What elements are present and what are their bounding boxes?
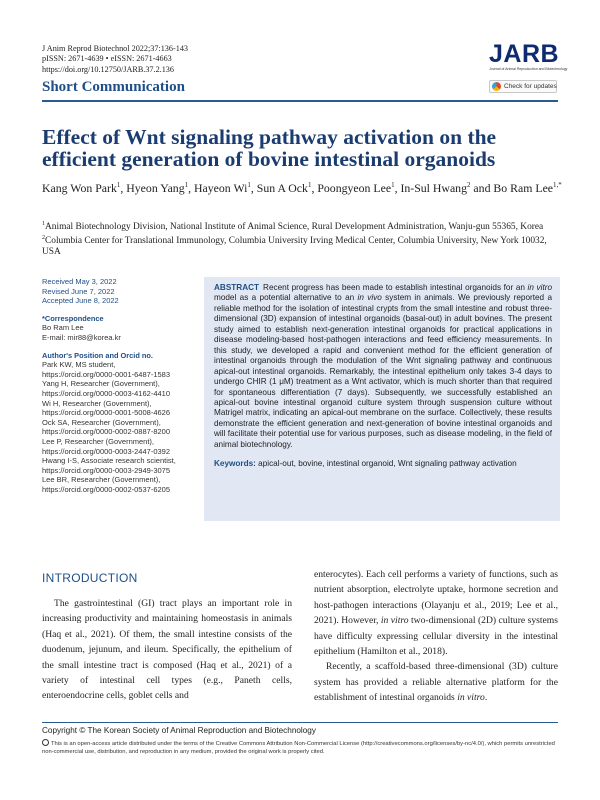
author-sep: ,: [120, 180, 127, 195]
orcid-link[interactable]: https://orcid.org/0000-0003-2949-3075: [42, 465, 171, 475]
abstract-body: [214, 283, 552, 450]
intro-italic: in vitro: [380, 615, 409, 627]
orcid-position: Hwang I-S, Associate research scientist,: [42, 456, 176, 466]
affiliation-sup: 1: [42, 221, 45, 227]
correspondence-email[interactable]: E-mail: mir88@korea.kr: [42, 332, 121, 342]
article-title: Effect of Wnt signaling pathway activation on the efficient generation of bovine intestinal organoids: [42, 125, 497, 171]
orcid-position: Ock SA, Researcher (Government),: [42, 417, 161, 427]
orcid-link[interactable]: https://orcid.org/0000-0002-0537-6205: [42, 484, 171, 494]
orcid-link[interactable]: https://orcid.org/0000-0001-5008-4626: [42, 408, 171, 418]
crossmark-icon: [492, 82, 501, 91]
check-updates-button[interactable]: [489, 80, 557, 93]
orcid-link[interactable]: https://orcid.org/0000-0002-0887-8200: [42, 427, 171, 437]
copyright-notice: Copyright © The Korean Society of Animal Reproduction and Biotechnology: [42, 726, 316, 735]
body-column-left: [42, 596, 292, 704]
date-revised: Revised June 7, 2022: [42, 286, 115, 296]
body-column-right: [314, 567, 558, 706]
orcid-link[interactable]: https://orcid.org/0000-0001-6487-1583: [42, 369, 171, 379]
author-sep: ,: [311, 180, 318, 195]
orcid-position: Wi H, Researcher (Government),: [42, 398, 152, 408]
intro-italic: in vitro: [457, 692, 485, 704]
intro-paragraph: The gastrointestinal (GI) tract plays an important role in increasing productivity and maintaining homeostasis in animals (Haq et al., 2021). Of them, the small intestine consists of the duodenum, jejunum, and ileum. Specifically, the epithelium of the small intestine tract is composed (Haq et al., 2021) of a variety of intestinal cell types (e.g., Paneth cells, enteroendocrine cells, goblet cells and: [42, 598, 292, 702]
journal-issn: pISSN: 2671-4639 • eISSN: 2671-4663: [42, 54, 172, 64]
abstract-text: system in animals. We previously reported a reliable method for the isolation of intestinal crypts from the small intestine and robust three-dimensional (3D) expansion of intestinal organoids (basal-out) in adult bovines. The present study aimed to establish next-generation intestinal organoids for practical applications in disease modeling-based host-pathogen interactions and feed efficiency measurements. In this study, we developed a rapid and convenient method for the efficient generation of intestinal organoids through the modulation of the Wnt signaling pathway and continuous apical-out intestinal organoids. Remarkably, the intestinal epithelium only takes 3-4 days to undergo CHIR (1 μM) treatment as a Wnt activator, which is much shorter than that required for spontaneous differentiation (7 days). Subsequently, we successfully established an apical-out bovine intestinal organoid culture system through suspension culture without Matrigel matrix, indicating an apical-out membrane on the surface. Collectively, these results demonstrate the efficient generation and next-generation of bovine intestinal organoids and will facilitate their potential use for various purposes, such as disease modeling, in the field of animal biotechnology.: [214, 293, 552, 449]
intro-text: .: [484, 692, 488, 704]
author-sep: ,: [250, 180, 257, 195]
intro-paragraph: [314, 659, 558, 705]
author-sep: ,: [394, 180, 401, 195]
affiliation-text: Animal Biotechnology Division, National Institute of Animal Science, Rural Development Administration, Wanju-gun 55365, Korea: [45, 222, 544, 233]
logo-text: JARB: [489, 40, 560, 68]
author-sup-num: 1,: [553, 181, 559, 189]
sidebar: [42, 277, 194, 494]
date-accepted: Accepted June 8, 2022: [42, 296, 119, 306]
license-notice: [42, 739, 562, 756]
author-sep: ,: [188, 180, 195, 195]
orcid-heading: Author's Position and Orcid no.: [42, 350, 153, 360]
correspondence-heading: *Correspondence: [42, 313, 104, 323]
intro-paragraph-cont: [314, 567, 558, 659]
orcid-position: Yang H, Researcher (Government),: [42, 379, 160, 389]
author-sup: 2: [466, 181, 471, 189]
abstract-text: Recent progress has been made to establish intestinal organoids for an: [263, 283, 528, 292]
header-divider: [42, 100, 558, 102]
footer-divider: [42, 722, 558, 723]
logo-subtitle: Journal of Animal Reproduction and Biotechnology: [489, 67, 568, 71]
creative-commons-icon: [42, 739, 49, 746]
license-text: This is an open-access article distributed under the terms of the Creative Commons Attribution Non-Commercial License (http://creativecommons.org/licenses/by-nc/4.0/), which permits unrestricted non-commercial use, distribution, and reproduction in any medium, provided the original work is properly cited.: [42, 741, 555, 756]
author-name[interactable]: Hyeon Yang: [126, 180, 185, 195]
keywords-label: Keywords:: [214, 459, 256, 469]
affiliation-sup: 2: [42, 235, 45, 242]
journal-meta: [42, 44, 188, 75]
correspondence-name: Bo Ram Lee: [42, 323, 84, 333]
affiliations: [42, 219, 562, 259]
author-sup: 1,*: [553, 181, 562, 189]
abstract-text: model as a potential alternative to an: [214, 293, 358, 303]
keywords-text: apical-out, bovine, intestinal organoid, Wnt signaling pathway activation: [258, 459, 517, 469]
article-dates: [42, 277, 194, 306]
journal-citation: J Anim Reprod Biotechnol 2022;37:136-143: [42, 44, 189, 53]
orcid-list: [42, 360, 194, 494]
author-name[interactable]: Poongyeon Lee: [317, 180, 392, 195]
author-sup: 1: [247, 181, 251, 189]
intro-text: two-dimensional (2D) culture systems have difficulty expressing cellular diversity in the intestinal epithelium (Hamilton et al., 2018).: [314, 615, 558, 658]
author-name[interactable]: Bo Ram Lee: [493, 180, 554, 195]
orcid-position: Lee P, Researcher (Government),: [42, 436, 154, 446]
date-received: Received May 3, 2022: [42, 277, 117, 286]
abstract-italic: in vitro: [527, 283, 552, 292]
check-updates-label: Check for updates: [504, 83, 557, 90]
author-name[interactable]: Kang Won Park: [42, 180, 117, 195]
author-sup: 1: [391, 181, 395, 189]
affiliation-text: Columbia Center for Translational Immunology, Columbia University Irving Medical Center, Columbia University, New York 10032, USA: [42, 236, 547, 258]
author-sup: 1: [116, 181, 121, 189]
author-list: [42, 178, 562, 195]
journal-logo[interactable]: [489, 40, 568, 71]
author-name[interactable]: In-Sul Hwang: [400, 180, 467, 195]
author-sup: 1: [307, 181, 312, 189]
affiliation-1: [42, 219, 562, 233]
doi-link[interactable]: https://doi.org/10.12750/JARB.37.2.136: [42, 64, 174, 74]
orcid-position: Park KW, MS student,: [42, 360, 116, 370]
abstract-label: ABSTRACT: [214, 283, 260, 292]
author-sep: and: [470, 180, 494, 195]
orcid-link[interactable]: https://orcid.org/0000-0003-4162-4410: [42, 388, 171, 398]
abstract-box: [204, 277, 560, 521]
orcid-position: Lee BR, Researcher (Government),: [42, 475, 161, 485]
section-tag: Short Communication: [42, 79, 185, 95]
author-name[interactable]: Sun A Ock: [256, 180, 308, 195]
abstract-italic: in vivo: [357, 293, 382, 303]
author-name[interactable]: Hayeon Wi: [194, 180, 248, 195]
author-sup: 1: [184, 181, 189, 189]
affiliation-2: [42, 233, 562, 258]
intro-text: Recently, a scaffold-based three-dimensional (3D) culture system has provided a reliable alternative platform for the establishment of intestinal organoids: [314, 661, 558, 704]
keywords: [214, 459, 552, 469]
intro-text: enterocytes). Each cell performs a variety of functions, such as nutrient absorption, electrolyte uptake, hormone secretion and host-pathogen interactions (Olayanju et al., 2019; Lee et al., 2021). However,: [314, 569, 558, 627]
orcid-link[interactable]: https://orcid.org/0000-0003-2447-0392: [42, 446, 171, 456]
correspondence-block: [42, 323, 194, 342]
introduction-heading: INTRODUCTION: [42, 571, 138, 585]
